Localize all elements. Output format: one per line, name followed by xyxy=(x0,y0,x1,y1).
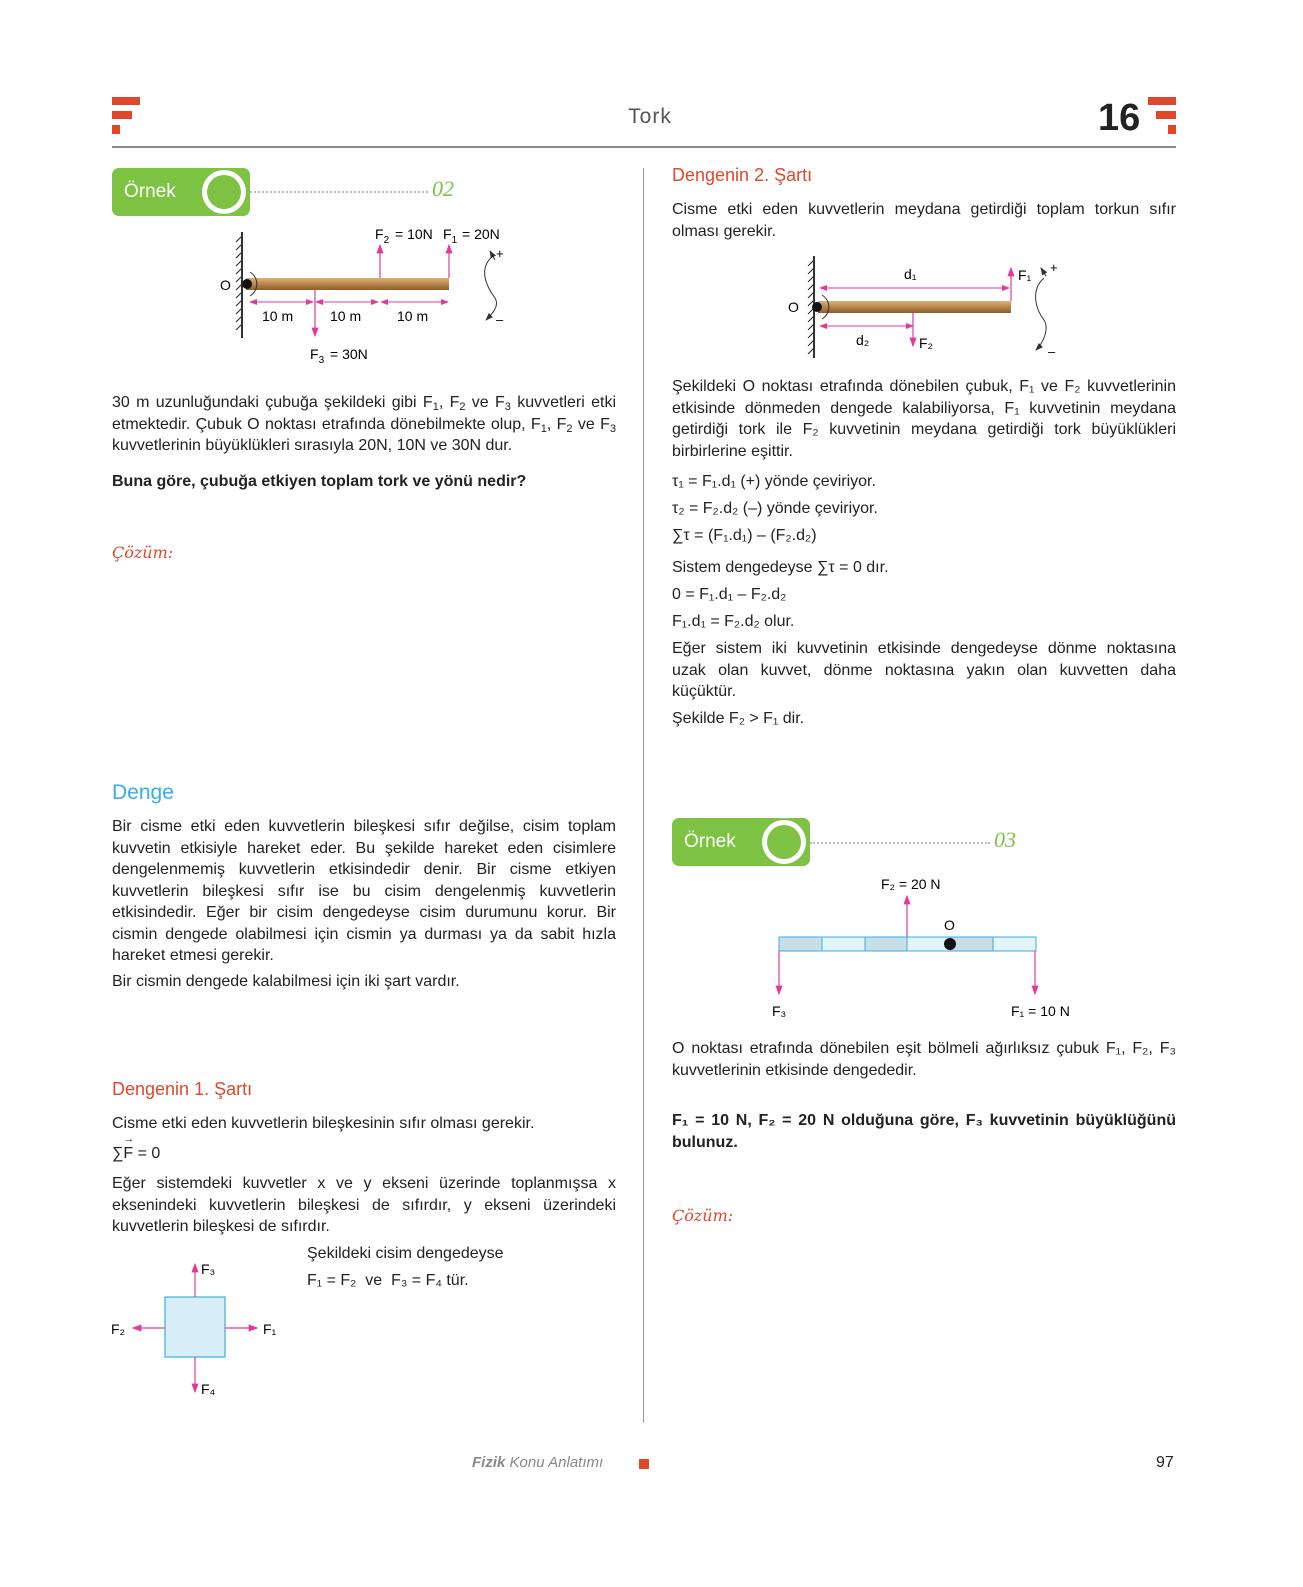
eq-balance: F₁.d₁ = F₂.d₂ olur. xyxy=(672,613,795,630)
pivot-label: O xyxy=(220,277,231,293)
column-divider xyxy=(643,168,644,1423)
f3-label: = 30N xyxy=(330,346,368,362)
dist-1: 10 m xyxy=(262,308,294,324)
dist-3: 10 m xyxy=(397,308,429,324)
sart2-diagram xyxy=(780,250,1080,365)
f2-label: F₂ xyxy=(919,335,933,351)
pivot-label: O xyxy=(944,917,955,933)
wall xyxy=(236,232,242,338)
section-title-denge: Denge xyxy=(112,781,174,804)
box-f4: F₄ xyxy=(201,1381,216,1397)
example03-text: O noktası etrafında dönebilen eşit bölmeli ağırlıksız çubuk F₁, F₂, F₃ kuvvetlerinin etkisinde dengededir. xyxy=(672,1040,1176,1079)
denge-paragraph-2: Bir cismin dengede kalabilmesi için iki şart vardır. xyxy=(112,973,460,990)
f1-label: F₁ xyxy=(1018,267,1032,283)
example03-question: F₁ = 10 N, F₂ = 20 N olduğuna göre, F₃ kuvvetinin büyüklüğünü bulunuz. xyxy=(672,1112,1176,1151)
sum-equation: ∑→ F = 0 xyxy=(112,1145,160,1163)
denge-paragraph: Bir cisme etki eden kuvvetlerin bileşkesi sıfır değilse, cisim toplam kuvvetin etkisiyle hareket eder. Bu şekilde hareket eden cisimlere dengelenmemiş kuvvetlerin etkisindedir denir. Bir cisme etkiyen kuvvetlerin bileşkesi sıfır ise bu cisim dengelenmiş kuvvetlerin etkisindedir. Eğer bir cisim dengedeyse cisim durumunu korur. Bir cismin dengede olabilmesi için cismin ya durması ya da sabit hızla hareket etmesi gerekir. xyxy=(112,818,616,964)
d1-label: d₁ xyxy=(904,266,917,282)
box-diagram xyxy=(105,1252,295,1402)
section-title-sart1: Dengenin 1. Şartı xyxy=(112,1079,253,1099)
divided-rod xyxy=(779,937,1036,951)
svg-text:F1: $F_1$ xyxy=(443,226,458,246)
example-number: 03 xyxy=(994,827,1016,852)
f1-label: F₁ = 10 N xyxy=(1011,1003,1070,1019)
plus-sign: + xyxy=(496,246,504,261)
page-number: 97 xyxy=(1156,1454,1174,1471)
header-rule xyxy=(112,146,1176,148)
eq-tau2: τ₂ = F₂.d₂ (–) yönde çeviriyor. xyxy=(672,500,878,517)
f3-label: F₃ xyxy=(772,1003,787,1019)
svg-text:F2: $F_2$ xyxy=(375,226,390,246)
eq-zero: 0 = F₁.d₁ – F₂.d₂ xyxy=(672,586,787,603)
minus-sign: – xyxy=(1048,344,1056,359)
example02-diagram xyxy=(210,220,530,370)
rod xyxy=(818,301,1011,313)
f2-label: = 10N xyxy=(395,226,433,242)
footer-mark xyxy=(639,1459,649,1469)
example02-question: Buna göre, çubuğa etkiyen toplam tork ve yönü nedir? xyxy=(112,473,527,490)
eq-tau1: τ₁ = F₁.d₁ (+) yönde çeviriyor. xyxy=(672,473,876,490)
solution-label: Çözüm: xyxy=(672,1206,734,1225)
footer-book: Fizik Konu Anlatımı xyxy=(472,1454,604,1471)
pivot-label: O xyxy=(788,299,799,315)
example03-diagram xyxy=(760,870,1090,1030)
sart2-paragraph: Cisme etki eden kuvvetlerin meydana getirdiği toplam torkun sıfır olması gerekir. xyxy=(672,201,1176,240)
d2-label: d₂ xyxy=(856,332,870,348)
chapter-title: Tork xyxy=(628,105,672,128)
sart2-paragraph-4: Şekilde F₂ > F₁ dir. xyxy=(672,710,805,727)
example-badge: Örnek xyxy=(672,818,810,866)
pivot-dot xyxy=(242,279,252,289)
example-badge: Örnek xyxy=(112,168,250,216)
solution-label: Çözüm: xyxy=(112,543,174,562)
box-relation: F₁ = F₂ ve F₃ = F₄ tür. xyxy=(307,1272,469,1289)
logo-right xyxy=(1148,97,1178,137)
box-f2: F₂ xyxy=(111,1321,125,1337)
pivot-dot xyxy=(944,938,956,950)
box xyxy=(165,1297,225,1357)
logo-left xyxy=(112,97,142,137)
section-title-sart2: Dengenin 2. Şartı xyxy=(672,165,813,185)
eq-equilibrium: Sistem dengedeyse ∑τ = 0 dır. xyxy=(672,559,889,576)
box-f1: F₁ xyxy=(263,1321,277,1337)
sart2-paragraph-3: Eğer sistem iki kuvvetinin etkisinde dengedeyse dönme noktasına uzak olan kuvvet, dönme noktasına yakın olan kuvvetten daha küçüktür. xyxy=(672,640,1176,700)
minus-sign: – xyxy=(496,312,504,327)
rod xyxy=(246,278,449,290)
f1-label: = 20N xyxy=(462,226,500,242)
box-condition: Şekildeki cisim dengedeyse xyxy=(307,1245,504,1262)
chapter-number: 16 xyxy=(1098,97,1141,139)
eq-sum-tau: ∑τ = (F₁.d₁) – (F₂.d₂) xyxy=(672,527,817,544)
example02-text: 30 m uzunluğundaki çubuğa şekildeki gibi $F_1$, $F_2$ ve $F_3$ kuvvetleri etki etmektedir. Çubuk O noktası etrafında dönebilmekte olup, $F_1$, $F_2$ ve $F_3$ kuvvetlerinin büyüklükleri sırasıyla 20N, 10N ve 30N dur. xyxy=(112,394,617,454)
dist-2: 10 m xyxy=(330,308,362,324)
example-number: 02 xyxy=(432,176,454,201)
pivot-dot xyxy=(812,302,822,312)
svg-text:F3: $F_3$ xyxy=(310,346,325,366)
plus-sign: + xyxy=(1050,260,1058,275)
sart1-paragraph: Cisme etki eden kuvvetlerin bileşkesinin sıfır olması gerekir. xyxy=(112,1115,535,1132)
box-f3: F₃ xyxy=(201,1261,216,1277)
sart1-paragraph-2: Eğer sistemdeki kuvvetler x ve y ekseni üzerinde toplanmışsa x eksenindeki kuvvetlerin bileşkesi de sıfırdır, y ekseni üzerindeki kuvvetlerin bileşkesi de sıfırdır. xyxy=(112,1175,616,1235)
f2-label: F₂ = 20 N xyxy=(881,876,941,892)
sart2-paragraph-2: Şekildeki O noktası etrafında dönebilen çubuk, F₁ ve F₂ kuvvetlerinin etkisinde dönmeden dengede kalabiliyorsa, F₁ kuvvetinin meydana getirdiği tork ile F₂ kuvvetinin meydana getirdiği tork büyüklükleri birbirlerine eşittir. xyxy=(672,378,1176,460)
